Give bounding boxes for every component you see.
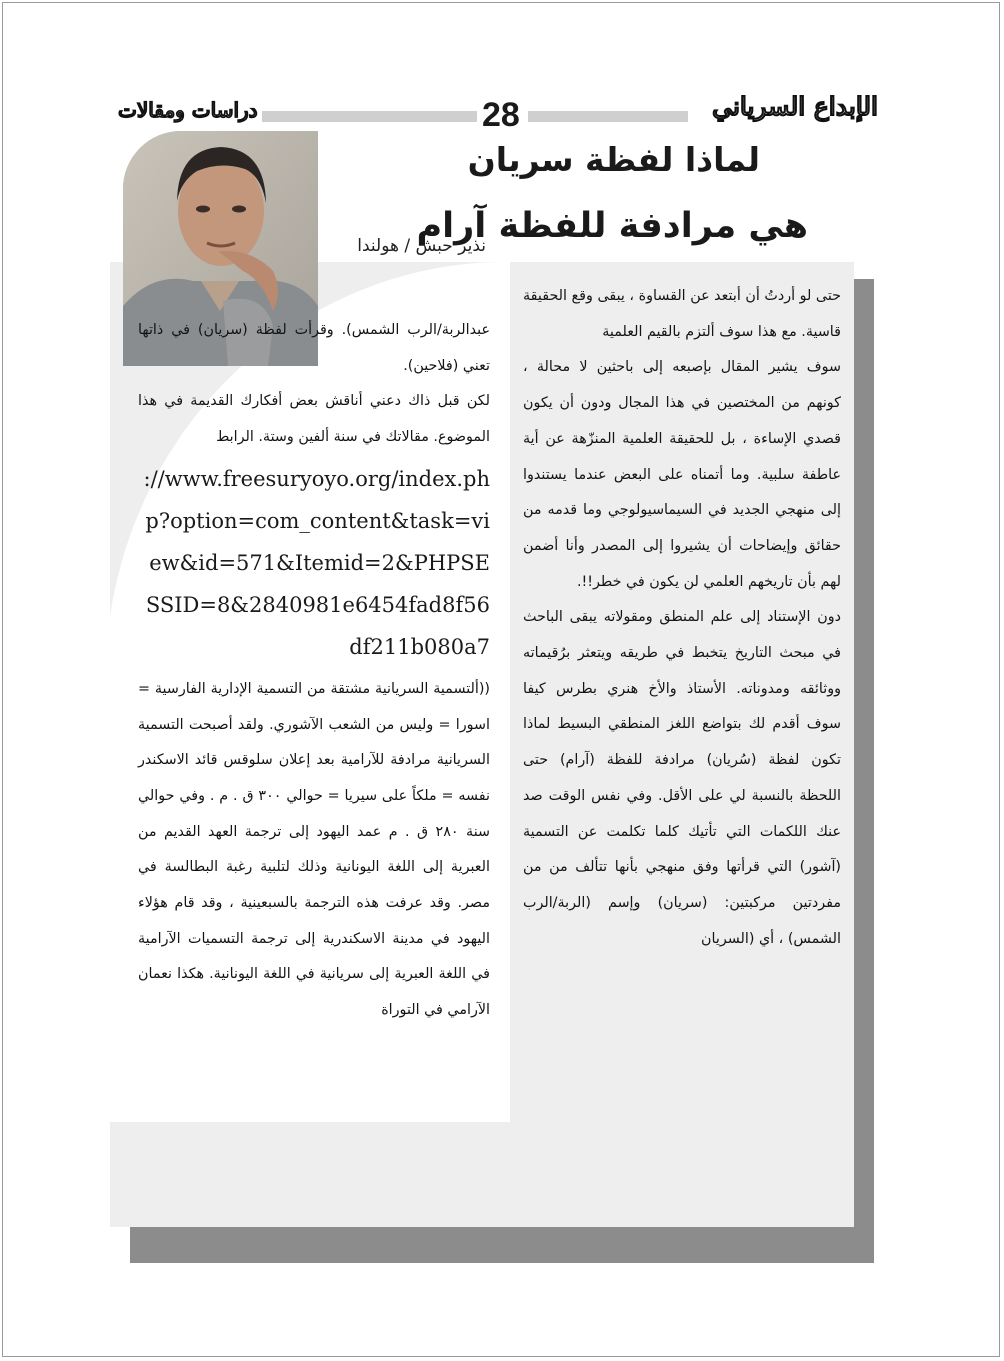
article-column-right (523, 279, 841, 957)
article-link[interactable]: ://www.freesuryoyo.org/index.php?option=com_content&task=view&id=571&Itemid=2&PHPSESSID=8&2840981e6454fad8f56df211b080a7 (143, 466, 490, 659)
header-rule-left (262, 111, 477, 122)
author-byline: نذير حبش / هولندا (357, 236, 486, 256)
paragraph: لكن قبل ذاك دعني أناقش بعض أفكارك القديمة في هذا الموضوع. مقالاتك في سنة ألفين وستة. الرابط (138, 393, 490, 446)
paragraph: حتى لو أردتُ أن أبتعد عن القساوة ، يبقى وقع الحقيقة قاسية. مع هذا سوف ألتزم بالقيم العلمية (523, 288, 841, 340)
section-name: دراسات ومقالات (118, 98, 258, 122)
paragraph: عبدالربة/الرب الشمس). وقرأت لفظة (سريان) في ذاتها تعني (فلاحين). (138, 322, 490, 374)
quote-paragraph: ((ألتسمية السريانية مشتقة من التسمية الإدارية الفارسية = اسورا = وليس من الشعب الآشوري. ولقد أصبحت التسمية السريانية مرادفة للآرامية بعد إعلان سلوقس قائد الاسكندر نفسه = ملكاً على سيريا = حوالي ٣٠٠ ق . م . وفي حوالي سنة ٢٨٠ ق . م عمد اليهود إلى ترجمة العهد القديم من العبرية إلى اللغة اليونانية وذلك لتلبية رغبة البطالسة في مصر. وقد عرفت هذه الترجمة بالسبعينية ، وقد قام هؤلاء اليهود في مدينة الاسكندرية إلى ترجمة التسميات الآرامية في اللغة العبرية إلى سريانية في اللغة اليونانية. هكذا نعمان الآرامي في التوراة (138, 680, 490, 1019)
article-column-left (138, 313, 490, 1029)
paragraph: دون الإستناد إلى علم المنطق ومقولاته يبقى الباحث في مبحث التاريخ يتخبط في طريقه ويتعثر برُقيماته ووثائقه ومدوناته. الأستاذ والأخ هنري بطرس كيفا سوف أقدم لك بتواضع اللغز المنطقي البسيط لماذا تكون لفظة (سُريان) مرادفة للفظة (آرام) حتى اللحظة بالنسبة لي على الأقل. وفي نفس الوقت صد عنك اللكمات التي تأتيك كلما تكلمت عن التسمية (آشور) التي قرأتها وفق منهجي بأنها تتألف من من مفردتين مركبتين: (سريان) وإسم (الربة/الرب الشمس) ، أي (السريان (523, 609, 841, 947)
header-rule-right (528, 111, 688, 122)
article-title-line-2: هي مرادفة للفظة آرام (416, 206, 808, 246)
magazine-name: الإبداع السرياني (712, 92, 878, 121)
article-title-line-1: لماذا لفظة سريان (467, 140, 760, 179)
page-number: 28 (482, 96, 520, 134)
paragraph: سوف يشير المقال بإصبعه إلى باحثين لا محالة ، كونهم من المختصين في هذا المجال ودون أن يكون قصدي الإساءة ، بل للحقيقة العلمية المنزّهة عن أية عاطفة سلبية. وما أتمناه على البعض عندما يستندوا إلى منهجي الجديد في السيماسيولوجي وما قدمه من حقائق وإيضاحات أن يشيروا إلى المصدر وأنا أضمن لهم بأن تاريخهم العلمي لن يكون في خطر!!. (523, 359, 841, 590)
